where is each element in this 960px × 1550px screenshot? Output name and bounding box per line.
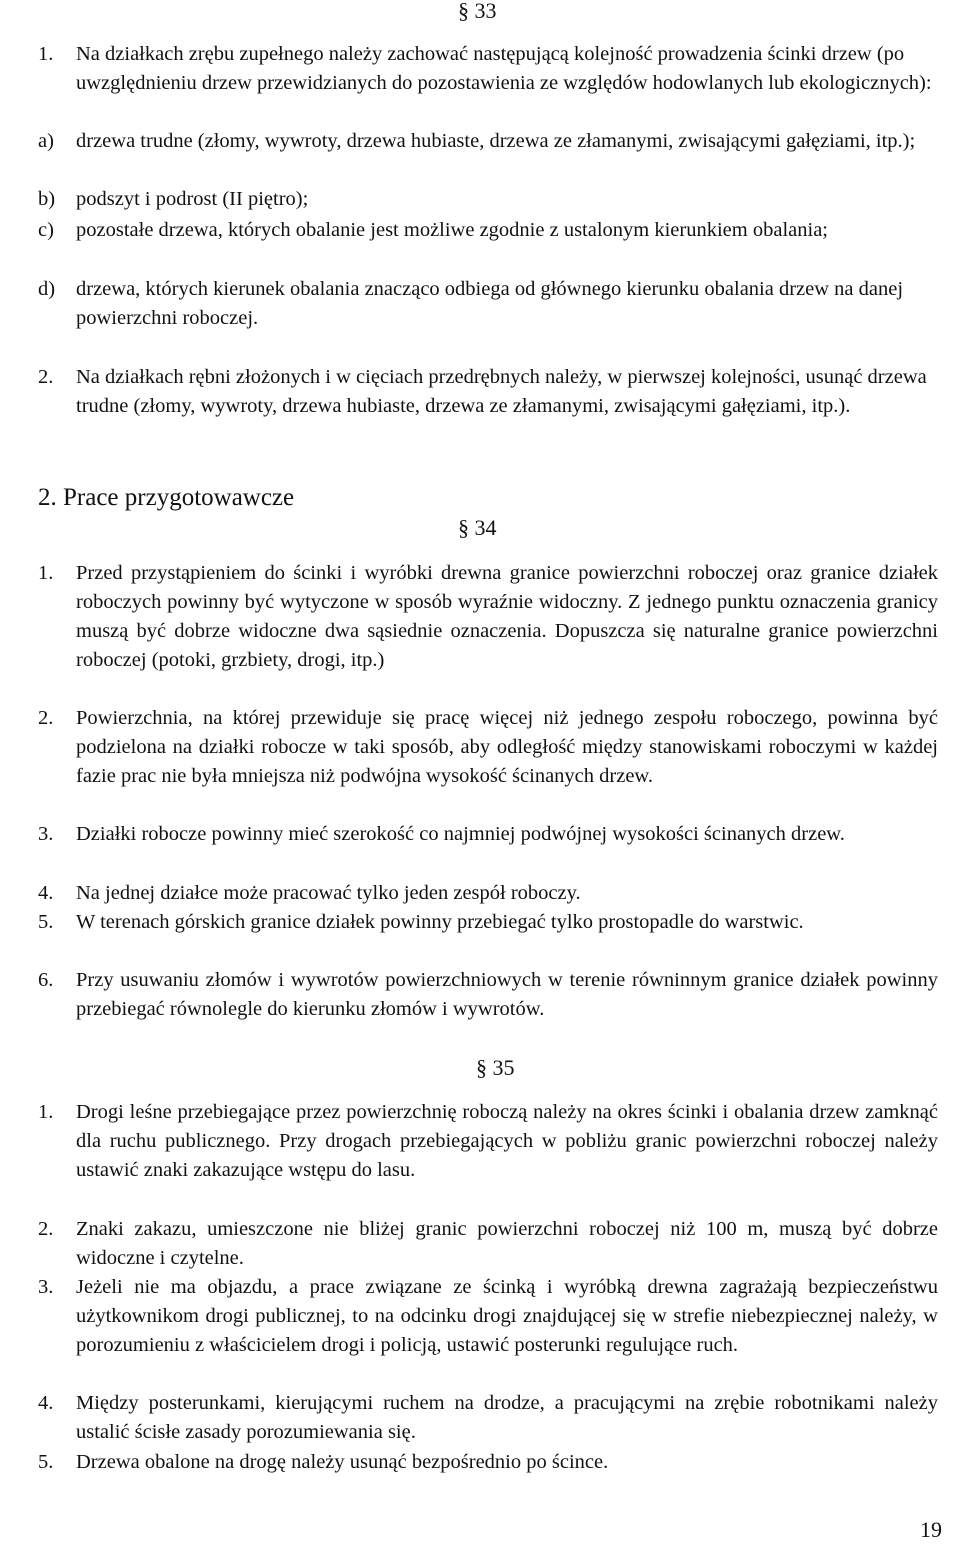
paragraph-34-item-6	[38, 966, 938, 1024]
paragraph-34-heading: § 34	[458, 515, 497, 540]
paragraph-33-sub-b	[38, 185, 938, 214]
paragraph-33-item-1	[38, 40, 938, 98]
item-text: Na jednej działce może pracować tylko jeden zespół roboczy.	[76, 882, 581, 904]
item-text: Przed przystąpieniem do ścinki i wyróbki drewna granice powierzchni roboczej oraz granice działek roboczych powinny być wytyczone w sposób wyraźnie widoczny. Z jednego punktu oznaczenia granicy muszą być dobrze widoczne dwa sąsiednie oznaczenia. Dopuszcza się naturalne granice powierzchni roboczej (potoki, grzbiety, drogi, itp.)	[76, 562, 938, 671]
paragraph-35-item-3	[38, 1273, 938, 1360]
item-text: Jeżeli nie ma objazdu, a prace związane ze ścinką i wyróbką drewna zagrażają bezpieczeństwu użytkownikom drogi publicznej, to na odcinku drogi znajdującej się w strefie niebezpiecznej należy, w porozumieniu z właścicielem drogi i policją, ustawić posterunki regulujące ruch.	[76, 1276, 938, 1356]
paragraph-34-item-2	[38, 704, 938, 791]
item-text: Drogi leśne przebiegające przez powierzchnię roboczą należy na okres ścinki i obalania drzew zamknąć dla ruchu publicznego. Przy drogach przebiegających w pobliżu granic powierzchni roboczej należy ustawić znaki zakazujące wstępu do lasu.	[76, 1101, 938, 1181]
item-number: 3.	[38, 823, 54, 845]
paragraph-35-item-5	[38, 1448, 938, 1477]
paragraph-33-sub-d	[38, 275, 938, 333]
item-text: Między posterunkami, kierującymi ruchem na drodze, a pracującymi na zrębie robotnikami należy ustalić ścisłe zasady porozumiewania się.	[76, 1392, 938, 1443]
paragraph-33-item-2	[38, 363, 938, 421]
paragraph-33-sub-c	[38, 216, 938, 245]
item-text: Działki robocze powinny mieć szerokość co najmniej podwójnej wysokości ścinanych drzew.	[76, 823, 845, 845]
sub-text: drzewa, których kierunek obalania znacząco odbiega od głównego kierunku obalania drzew na danej powierzchni roboczej.	[76, 278, 904, 329]
item-number: 2.	[38, 707, 54, 729]
item-number: 1.	[38, 1101, 54, 1123]
sub-letter: a)	[38, 130, 54, 152]
sub-letter: c)	[38, 219, 54, 241]
paragraph-34-item-1	[38, 559, 938, 675]
item-text: Znaki zakazu, umieszczone nie bliżej granic powierzchni roboczej niż 100 m, muszą być dobrze widoczne i czytelne.	[76, 1218, 938, 1269]
item-number: 1.	[38, 562, 54, 584]
paragraph-35-item-2	[38, 1215, 938, 1273]
paragraph-33-sub-a	[38, 127, 938, 156]
paragraph-34-item-4	[38, 879, 938, 908]
item-text: Na działkach zrębu zupełnego należy zachować następującą kolejność prowadzenia ścinki drzew (po uwzględnieniu drzew przewidzianych do pozostawienia ze względów hodowlanych lub ekologicznych):	[76, 43, 932, 94]
item-number: 3.	[38, 1276, 54, 1298]
paragraph-34-item-5	[38, 908, 938, 937]
sub-text: pozostałe drzewa, których obalanie jest możliwe zgodnie z ustalonym kierunkiem obalania;	[76, 219, 828, 241]
item-number: 1.	[38, 43, 54, 65]
item-text: Przy usuwaniu złomów i wywrotów powierzchniowych w terenie równinnym granice działek powinny przebiegać równolegle do kierunku złomów i wywrotów.	[76, 969, 938, 1020]
sub-letter: d)	[38, 278, 56, 300]
item-text: Powierzchnia, na której przewiduje się pracę więcej niż jednego zespołu roboczego, powinna być podzielona na działki robocze w taki sposób, aby odległość między stanowiskami roboczymi w każdej fazie prac nie była mniejsza niż podwójna wysokość ścinanych drzew.	[76, 707, 938, 787]
paragraph-34-item-3	[38, 820, 938, 849]
sub-text: podszyt i podrost (II piętro);	[76, 188, 309, 210]
item-number: 5.	[38, 1451, 54, 1473]
paragraph-33-heading: § 33	[458, 0, 497, 23]
paragraph-35-item-4	[38, 1389, 938, 1447]
item-text: Na działkach rębni złożonych i w cięciach przedrębnych należy, w pierwszej kolejności, usunąć drzewa trudne (złomy, wywroty, drzewa hubiaste, drzewa ze złamanymi, zwisającymi gałęziami, itp.).	[76, 366, 927, 417]
page-number: 19	[920, 1517, 942, 1542]
item-number: 6.	[38, 969, 54, 991]
item-number: 2.	[38, 1218, 54, 1240]
item-number: 4.	[38, 1392, 54, 1414]
section-heading: 2. Prace przygotowawcze	[38, 484, 295, 511]
sub-text: drzewa trudne (złomy, wywroty, drzewa hubiaste, drzewa ze złamanymi, zwisającymi gałęziami, itp.);	[76, 130, 916, 152]
item-text: Drzewa obalone na drogę należy usunąć bezpośrednio po ścince.	[76, 1451, 609, 1473]
paragraph-35-heading: § 35	[476, 1055, 515, 1080]
paragraph-35-item-1	[38, 1098, 938, 1185]
item-text: W terenach górskich granice działek powinny przebiegać tylko prostopadle do warstwic.	[76, 911, 804, 933]
item-number: 4.	[38, 882, 54, 904]
item-number: 2.	[38, 366, 54, 388]
sub-letter: b)	[38, 188, 56, 210]
item-number: 5.	[38, 911, 54, 933]
